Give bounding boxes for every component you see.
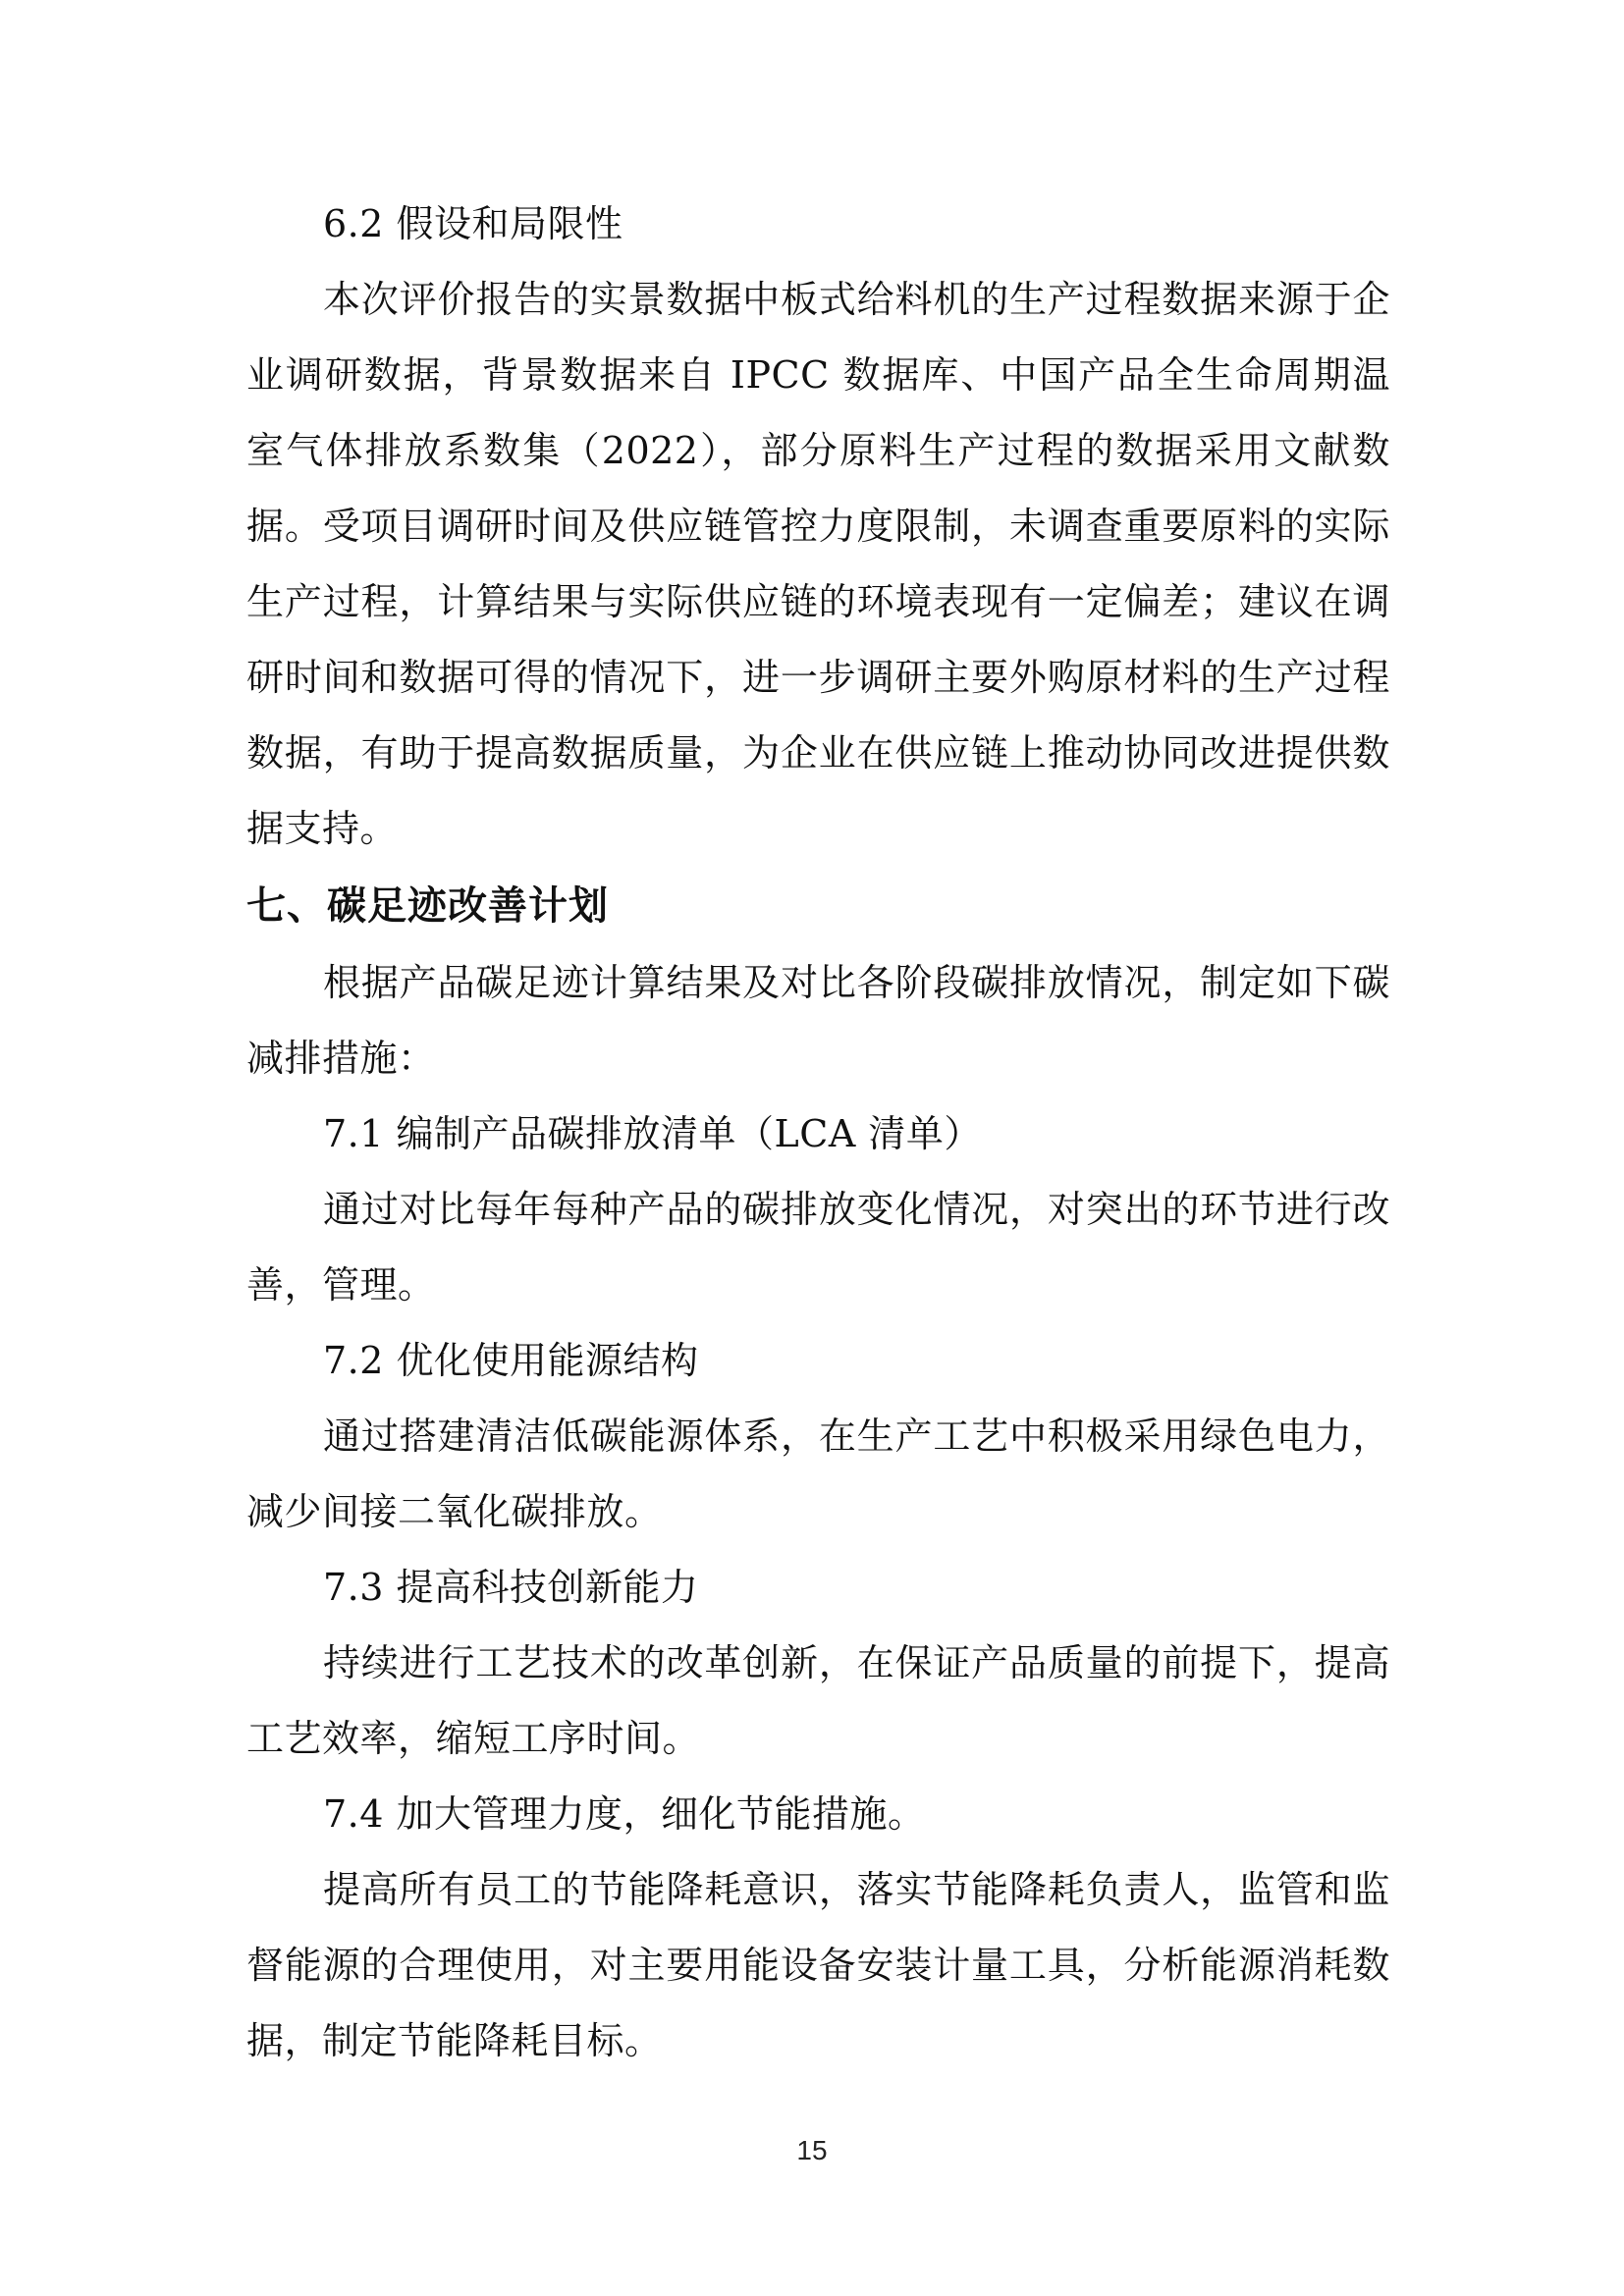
- section-7-2-title: 7.2 优化使用能源结构: [323, 1339, 699, 1382]
- section-6-2-title: 6.2 假设和局限性: [323, 202, 623, 245]
- section-7-heading: 七、碳足迹改善计划: [246, 883, 609, 929]
- section-7-1-title: 7.1 编制产品碳排放清单（LCA 清单）: [323, 1112, 982, 1155]
- section-7-3-title: 7.3 提高科技创新能力: [323, 1566, 699, 1609]
- section-7-intro: 根据产品碳足迹计算结果及对比各阶段碳排放情况，制定如下碳减排措施：: [246, 961, 1390, 1080]
- section-7-1-body: 通过对比每年每种产品的碳排放变化情况，对突出的环节进行改善，管理。: [246, 1188, 1390, 1307]
- section-7-4-body: 提高所有员工的节能降耗意识，落实节能降耗负责人，监管和监督能源的合理使用，对主要用能设备安装计量工具，分析能源消耗数据，制定节能降耗目标。: [246, 1868, 1390, 2062]
- page-number: 15: [796, 2135, 828, 2165]
- section-7-4-title: 7.4 加大管理力度，细化节能措施。: [323, 1792, 926, 1836]
- section-7-3-body: 持续进行工艺技术的改革创新，在保证产品质量的前提下，提高工艺效率，缩短工序时间。: [246, 1641, 1390, 1760]
- section-7-2-body: 通过搭建清洁低碳能源体系，在生产工艺中积极采用绿色电力，减少间接二氧化碳排放。: [246, 1415, 1390, 1533]
- page-content: [246, 187, 1390, 2079]
- section-6-2-body: 本次评价报告的实景数据中板式给料机的生产过程数据来源于企业调研数据，背景数据来自 IPCC 数据库、中国产品全生命周期温室气体排放系数集（2022），部分原料生产过程的数据采用文献数据。受项目调研时间及供应链管控力度限制，未调查重要原料的实际生产过程，计算结果与实际供应链的环境表现有一定偏差；建议在调研时间和数据可得的情况下，进一步调研主要外购原材料的生产过程数据，有助于提高数据质量，为企业在供应链上推动协同改进提供数据支持。: [246, 278, 1390, 850]
